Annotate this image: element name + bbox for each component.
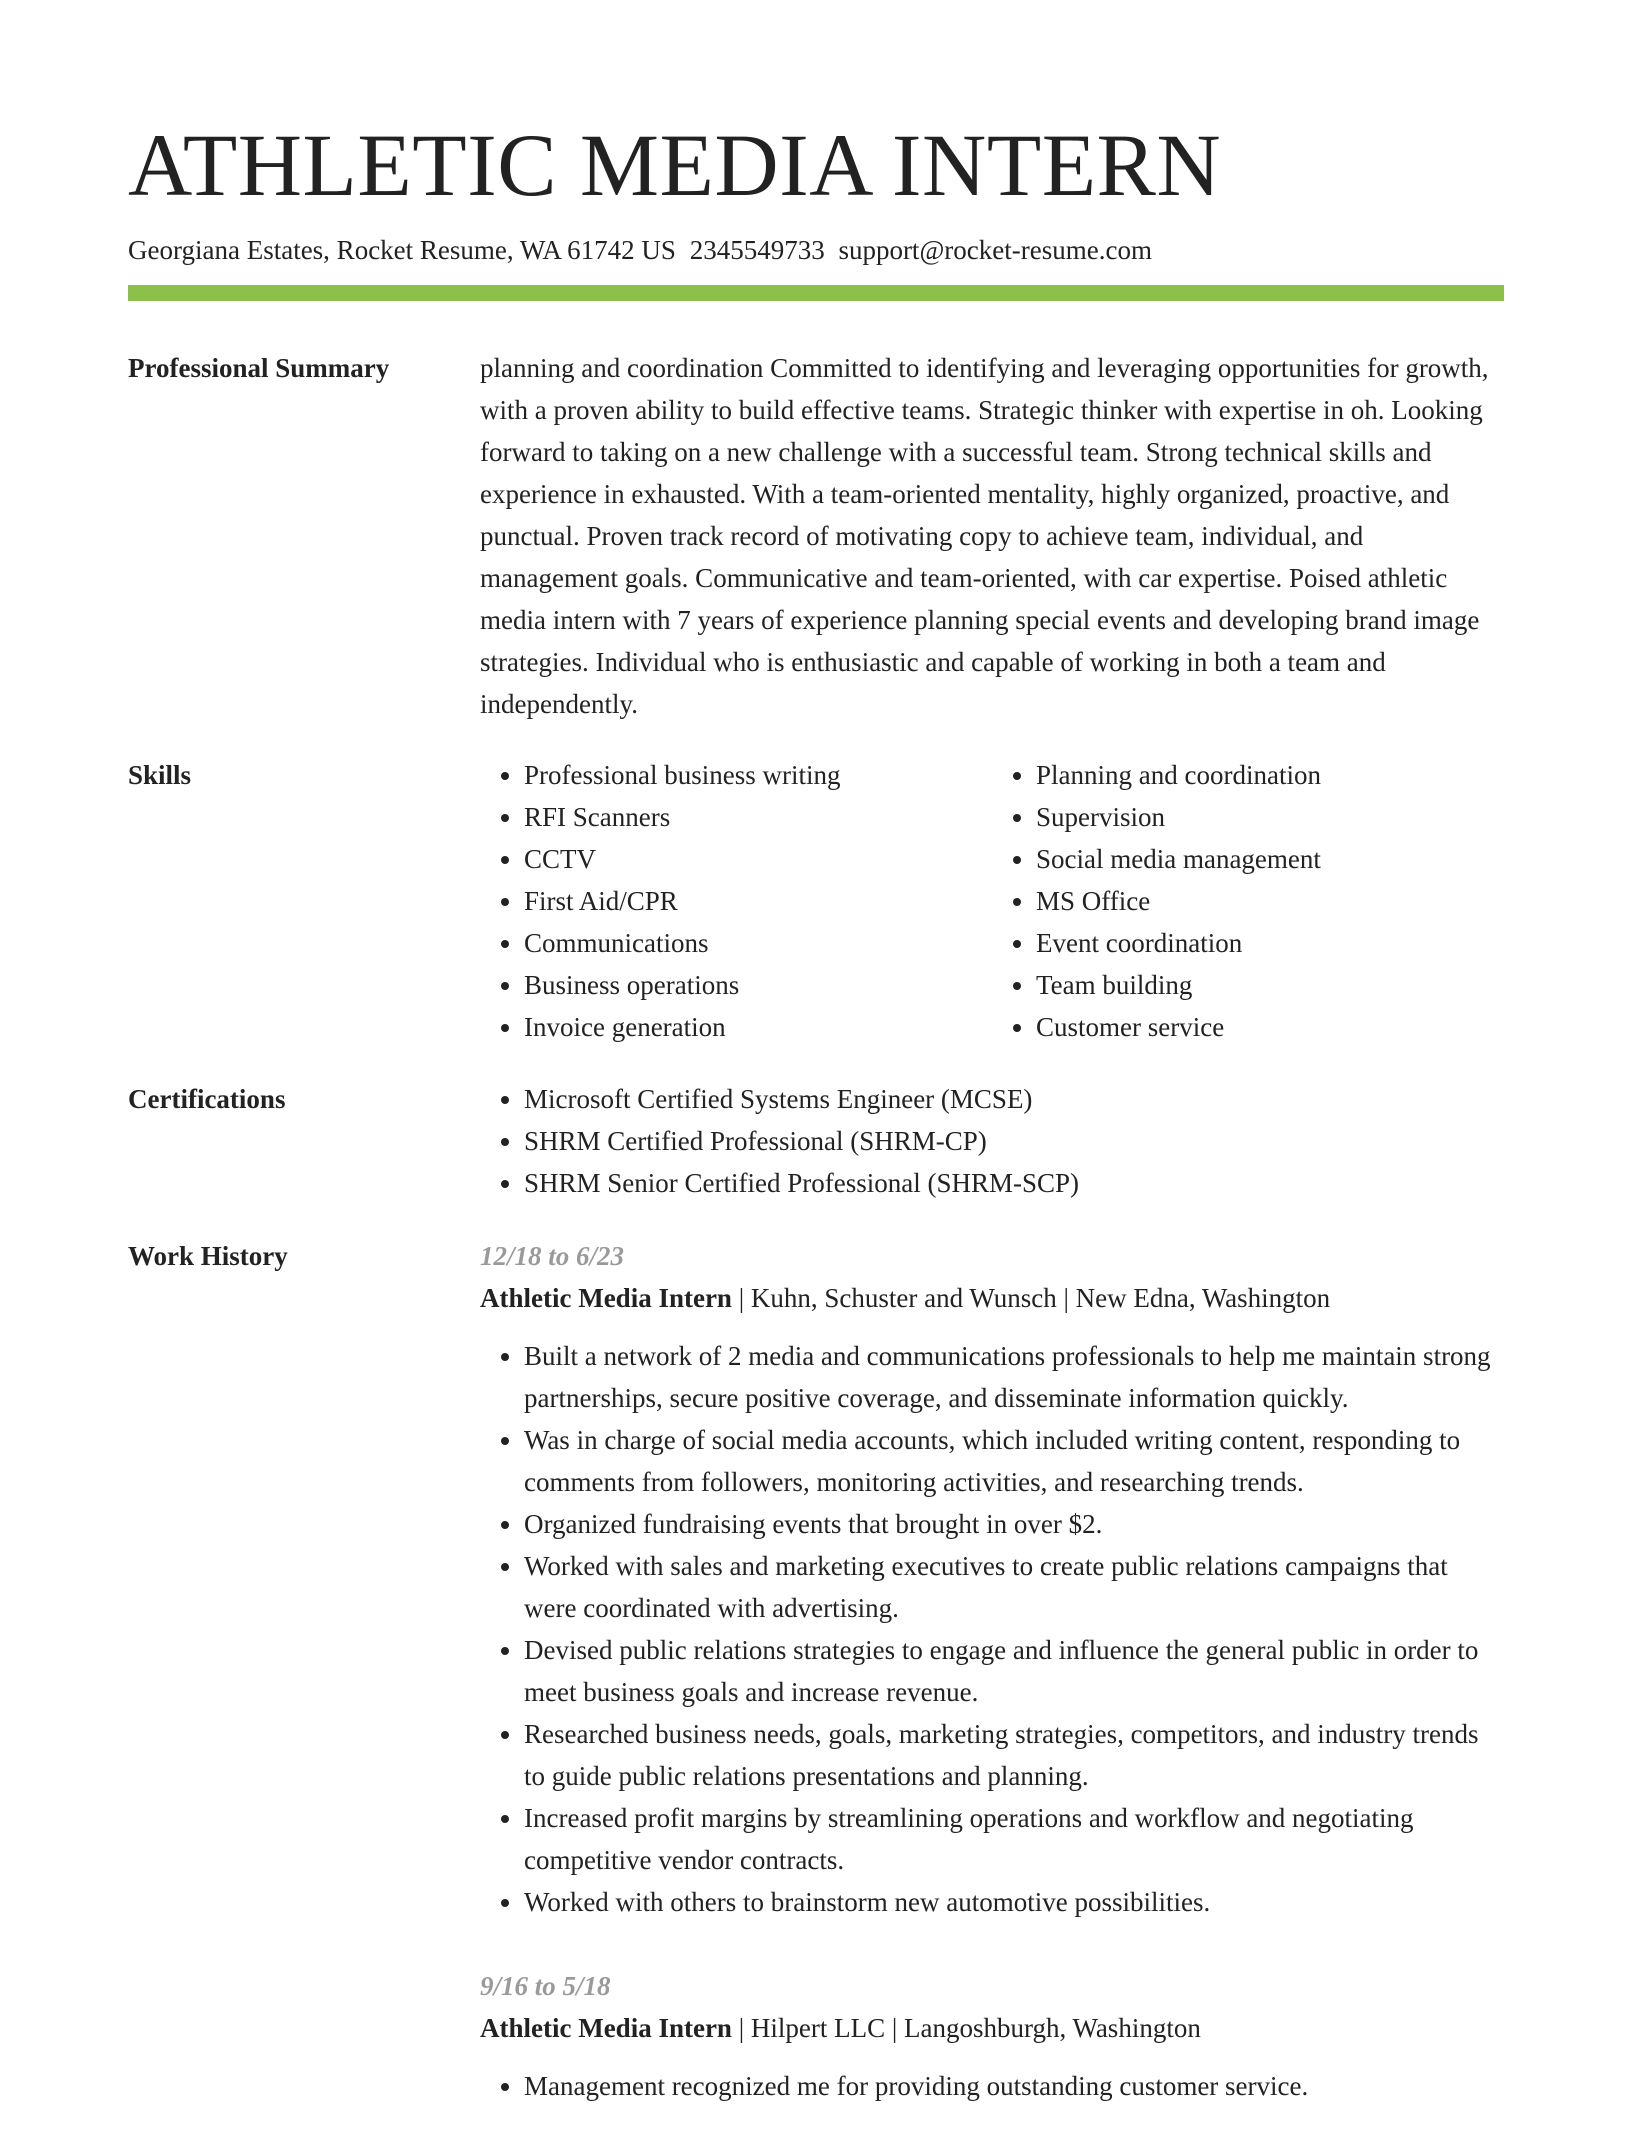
contact-address: Georgiana Estates, Rocket Resume, WA 61742 US bbox=[128, 235, 676, 265]
job-bullet: • Researched business needs, goals, marketing strategies, competitors, and industry trends to guide public relations presentations and planning. bbox=[524, 1713, 1504, 1797]
skill-item: • RFI Scanners bbox=[524, 796, 992, 838]
certifications-body bbox=[480, 1078, 1504, 1204]
job-entry bbox=[480, 1235, 1504, 1923]
job-dates: 12/18 to 6/23 bbox=[480, 1241, 625, 1271]
job-title: Athletic Media Intern bbox=[480, 1283, 732, 1313]
job-bullets bbox=[480, 1335, 1504, 1923]
certifications-heading: Certifications bbox=[128, 1084, 286, 1114]
skill-item: • CCTV bbox=[524, 838, 992, 880]
accent-divider bbox=[128, 285, 1504, 301]
certification-item: • Microsoft Certified Systems Engineer (MCSE) bbox=[524, 1078, 1504, 1120]
skill-item: • Customer service bbox=[1036, 1006, 1504, 1048]
summary-body bbox=[480, 347, 1504, 725]
contact-line bbox=[128, 232, 1152, 268]
resume-name-heading: ATHLETIC MEDIA INTERN bbox=[128, 117, 1222, 215]
job-location: Langoshburgh, Washington bbox=[904, 2013, 1201, 2043]
work-history-body bbox=[480, 1235, 1504, 2149]
contact-phone: 2345549733 bbox=[689, 235, 825, 265]
job-dates: 9/16 to 5/18 bbox=[480, 1971, 611, 2001]
job-bullet: • Increased profit margins by streamlining operations and workflow and negotiating competitive vendor contracts. bbox=[524, 1797, 1504, 1881]
job-location: New Edna, Washington bbox=[1075, 1283, 1331, 1313]
job-bullet: • Management recognized me for providing outstanding customer service. bbox=[524, 2065, 1504, 2107]
skill-item: • Event coordination bbox=[1036, 922, 1504, 964]
job-bullet: • Organized fundraising events that brought in over $2. bbox=[524, 1503, 1504, 1545]
certifications-list bbox=[480, 1078, 1504, 1204]
job-bullet: • Built a network of 2 media and communications professionals to help me maintain strong partnerships, secure positive coverage, and disseminate information quickly. bbox=[524, 1335, 1504, 1419]
job-entry bbox=[480, 1965, 1504, 2107]
skill-item: • Team building bbox=[1036, 964, 1504, 1006]
summary-heading: Professional Summary bbox=[128, 353, 390, 383]
skills-body bbox=[480, 754, 1504, 1048]
skill-item: • MS Office bbox=[1036, 880, 1504, 922]
skill-item: • First Aid/CPR bbox=[524, 880, 992, 922]
job-company: Hilpert LLC bbox=[750, 2013, 886, 2043]
job-separator: | bbox=[738, 1283, 751, 1313]
job-bullet: • Devised public relations strategies to engage and influence the general public in order to meet business goals and increase revenue. bbox=[524, 1629, 1504, 1713]
contact-email[interactable]: support@rocket-resume.com bbox=[838, 235, 1152, 265]
skills-list-right bbox=[992, 754, 1504, 1048]
skill-item: • Business operations bbox=[524, 964, 992, 1006]
job-bullets bbox=[480, 2065, 1504, 2107]
skills-list-left bbox=[480, 754, 992, 1048]
summary-text: planning and coordination Committed to identifying and leveraging opportunities for growth, with a proven ability to build effective teams. Strategic thinker with expertise in oh. Looking forward to taking on a new challenge with a successful team. Strong technical skills and experience in exhausted. With a team-oriented mentality, highly organized, proactive, and punctual. Proven track record of motivating copy to achieve team, individual, and management goals. Communicative and team-oriented, with car expertise. Poised athletic media intern with 7 years of experience planning special events and developing brand image strategies. Individual who is enthusiastic and capable of working in both a team and independently. bbox=[480, 353, 1489, 719]
job-bullet: • Worked with others to brainstorm new automotive possibilities. bbox=[524, 1881, 1504, 1923]
skill-item: • Communications bbox=[524, 922, 992, 964]
job-bullet: • Was in charge of social media accounts, which included writing content, responding to comments from followers, monitoring activities, and researching trends. bbox=[524, 1419, 1504, 1503]
skill-item: • Supervision bbox=[1036, 796, 1504, 838]
job-company: Kuhn, Schuster and Wunsch bbox=[750, 1283, 1057, 1313]
job-title: Athletic Media Intern bbox=[480, 2013, 732, 2043]
job-separator: | bbox=[738, 2013, 751, 2043]
certification-item: • SHRM Senior Certified Professional (SHRM-SCP) bbox=[524, 1162, 1504, 1204]
work-history-heading: Work History bbox=[128, 1241, 288, 1271]
job-bullet: • Worked with sales and marketing executives to create public relations campaigns that were coordinated with advertising. bbox=[524, 1545, 1504, 1629]
skill-item: • Invoice generation bbox=[524, 1006, 992, 1048]
job-separator: | bbox=[891, 2013, 904, 2043]
skill-item: • Professional business writing bbox=[524, 754, 992, 796]
job-separator: | bbox=[1063, 1283, 1076, 1313]
skills-heading: Skills bbox=[128, 760, 192, 790]
job-heading bbox=[480, 1277, 1504, 1319]
skills-columns bbox=[480, 754, 1504, 1048]
certification-item: • SHRM Certified Professional (SHRM-CP) bbox=[524, 1120, 1504, 1162]
skill-item: • Social media management bbox=[1036, 838, 1504, 880]
skill-item: • Planning and coordination bbox=[1036, 754, 1504, 796]
job-heading bbox=[480, 2007, 1504, 2049]
